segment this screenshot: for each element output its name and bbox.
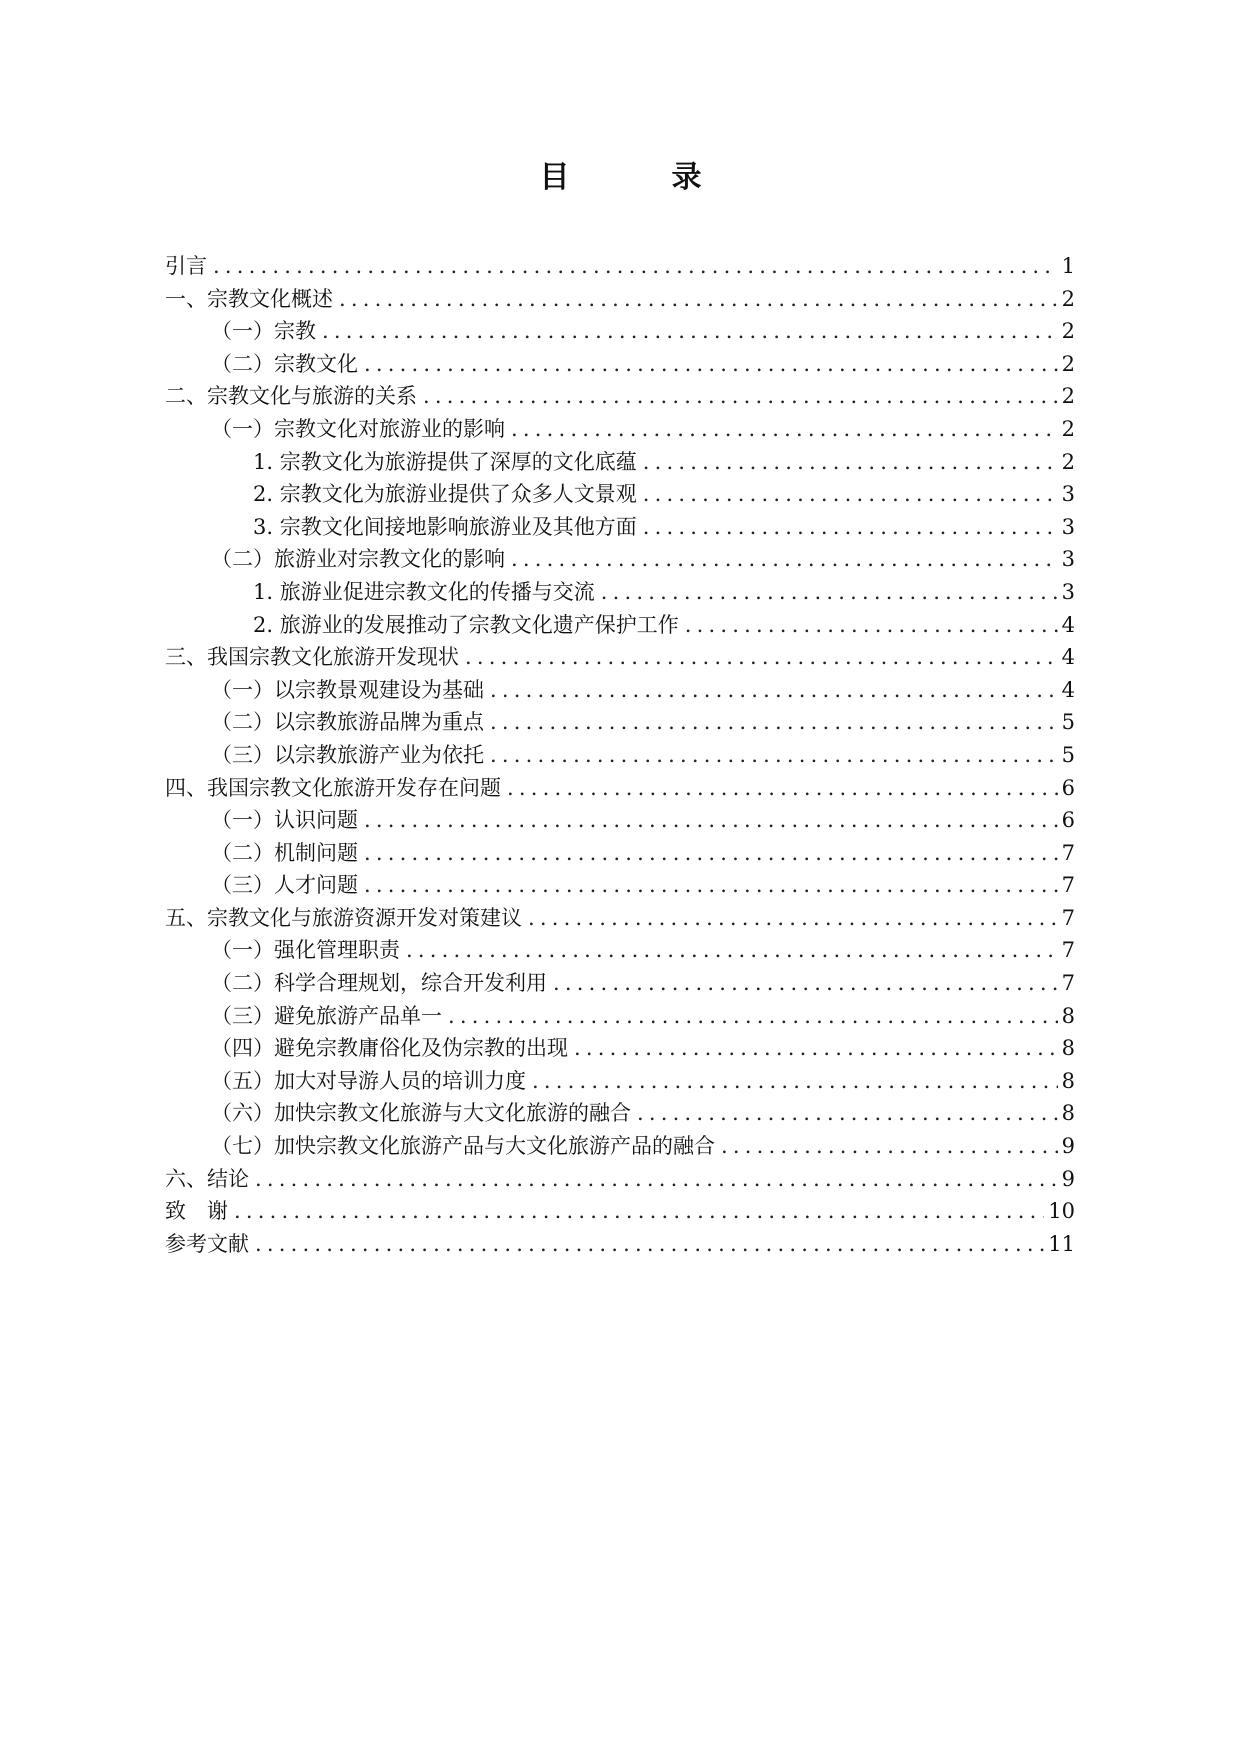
toc-entry[interactable] [165, 706, 1075, 739]
toc-leader-dots [322, 315, 1058, 348]
toc-entry[interactable] [165, 576, 1075, 609]
toc-entry-title: 1. 宗教文化为旅游提供了深厚的文化底蕴 [253, 449, 637, 474]
toc-entry[interactable] [165, 1228, 1075, 1261]
toc-entry-title: 二、宗教文化与旅游的关系 [165, 384, 417, 409]
toc-leader-dots [643, 446, 1058, 479]
toc-entry-title: （一）以宗教景观建设为基础 [211, 677, 484, 702]
toc-entry-title: （二）以宗教旅游品牌为重点 [211, 710, 484, 735]
toc-entry-title: 三、我国宗教文化旅游开发现状 [165, 645, 459, 670]
toc-entry[interactable] [165, 380, 1075, 413]
toc-entry[interactable] [165, 837, 1075, 870]
toc-leader-dots [364, 804, 1058, 837]
toc-entry[interactable] [165, 609, 1075, 642]
toc-entry-page-number: 8 [1061, 1068, 1075, 1093]
toc-entry[interactable] [165, 967, 1075, 1000]
toc-entry-page-number: 7 [1061, 938, 1075, 963]
page-title: 目 录 [539, 160, 738, 195]
toc-leader-dots [423, 380, 1058, 413]
toc-entry-title: 3. 宗教文化间接地影响旅游业及其他方面 [253, 514, 637, 539]
toc-entry-page-number: 3 [1061, 547, 1075, 572]
toc-entry-title: （三）避免旅游产品单一 [211, 1003, 442, 1028]
toc-entry[interactable] [165, 413, 1075, 446]
toc-entry-title: （二）科学合理规划，综合开发利用 [211, 971, 547, 996]
toc-leader-dots [364, 348, 1058, 381]
toc-entry-title: 一、宗教文化概述 [165, 286, 333, 311]
toc-entry[interactable] [165, 283, 1075, 316]
toc-leader-dots [532, 1065, 1058, 1098]
toc-entry-page-number: 3 [1061, 482, 1075, 507]
toc-leader-dots [553, 967, 1058, 1000]
toc-leader-dots [213, 250, 1058, 283]
toc-entry-page-number: 7 [1061, 905, 1075, 930]
toc-entry-page-number: 6 [1061, 808, 1075, 833]
toc-entry-page-number: 7 [1061, 971, 1075, 996]
toc-entry-page-number: 2 [1061, 351, 1075, 376]
toc-entry-title: 1. 旅游业促进宗教文化的传播与交流 [253, 579, 595, 604]
toc-entry-title: （一）宗教文化对旅游业的影响 [211, 416, 505, 441]
toc-entry-page-number: 7 [1061, 873, 1075, 898]
toc-entry-page-number: 2 [1061, 384, 1075, 409]
toc-entry[interactable] [165, 543, 1075, 576]
toc-leader-dots [574, 1032, 1058, 1065]
toc-entry-title: 引言 [165, 254, 207, 278]
toc-leader-dots [364, 837, 1058, 870]
toc-entry[interactable] [165, 348, 1075, 381]
toc-entry[interactable] [165, 869, 1075, 902]
toc-entry-page-number: 9 [1061, 1166, 1075, 1191]
toc-leader-dots [364, 869, 1058, 902]
toc-entry[interactable] [165, 674, 1075, 707]
toc-entry-page-number: 6 [1061, 775, 1075, 800]
toc-entry[interactable] [165, 902, 1075, 935]
toc-entry-page-number: 5 [1061, 742, 1075, 767]
toc-entry-title: （三）人才问题 [211, 873, 358, 898]
toc-entry-page-number: 9 [1061, 1134, 1075, 1159]
toc-entry-title: 2. 旅游业的发展推动了宗教文化遗产保护工作 [253, 612, 679, 637]
toc-entry-title: （六）加快宗教文化旅游与大文化旅游的融合 [211, 1101, 631, 1126]
toc-entry-page-number: 3 [1061, 579, 1075, 604]
toc-entry[interactable] [165, 1195, 1075, 1228]
toc-entry-page-number: 2 [1061, 319, 1075, 344]
toc-leader-dots [490, 706, 1058, 739]
toc-leader-dots [511, 543, 1058, 576]
toc-entry-title: （五）加大对导游人员的培训力度 [211, 1068, 526, 1093]
toc-entry-page-number: 4 [1061, 677, 1075, 702]
toc-leader-dots [721, 1130, 1058, 1163]
toc-entry[interactable] [165, 315, 1075, 348]
toc-entry[interactable] [165, 446, 1075, 479]
toc-entry-page-number: 8 [1061, 1101, 1075, 1126]
toc-leader-dots [234, 1195, 1044, 1228]
toc-leader-dots [465, 641, 1058, 674]
toc-entry-title: （二）宗教文化 [211, 351, 358, 376]
toc-leader-dots [406, 934, 1058, 967]
toc-leader-dots [255, 1228, 1044, 1261]
toc-entry[interactable] [165, 934, 1075, 967]
toc-entry[interactable] [165, 511, 1075, 544]
toc-entry-title: 致 谢 [165, 1199, 228, 1224]
toc-entry[interactable] [165, 1032, 1075, 1065]
toc-leader-dots [643, 478, 1058, 511]
toc-entry-page-number: 10 [1048, 1199, 1075, 1224]
toc-entry-page-number: 11 [1048, 1231, 1075, 1256]
toc-leader-dots [637, 1097, 1058, 1130]
toc-leader-dots [685, 609, 1058, 642]
toc-entry[interactable] [165, 739, 1075, 772]
toc-entry-page-number: 2 [1061, 416, 1075, 441]
toc-entry-title: （一）宗教 [211, 319, 316, 344]
toc-leader-dots [511, 413, 1058, 446]
toc-entry-page-number: 8 [1061, 1036, 1075, 1061]
toc-entry[interactable] [165, 772, 1075, 805]
toc-leader-dots [490, 674, 1058, 707]
toc-entry-title: 2. 宗教文化为旅游业提供了众多人文景观 [253, 482, 637, 507]
toc-entry[interactable] [165, 1130, 1075, 1163]
toc-entry-page-number: 5 [1061, 710, 1075, 735]
toc-leader-dots [643, 511, 1058, 544]
toc-entry-title: （一）认识问题 [211, 808, 358, 833]
toc-entry-title: （四）避免宗教庸俗化及伪宗教的出现 [211, 1036, 568, 1061]
toc-entry-title: （一）强化管理职责 [211, 938, 400, 963]
toc-leader-dots [339, 283, 1058, 316]
toc-leader-dots [448, 1000, 1058, 1033]
toc-entry-page-number: 7 [1061, 840, 1075, 865]
table-of-contents [165, 250, 1075, 1260]
toc-entry-title: 五、宗教文化与旅游资源开发对策建议 [165, 905, 522, 930]
toc-leader-dots [255, 1163, 1058, 1196]
toc-entry-page-number: 1 [1061, 254, 1075, 278]
toc-leader-dots [490, 739, 1058, 772]
toc-entry[interactable] [165, 250, 1075, 283]
toc-entry-page-number: 8 [1061, 1003, 1075, 1028]
toc-entry-title: （七）加快宗教文化旅游产品与大文化旅游产品的融合 [211, 1134, 715, 1159]
toc-entry-page-number: 4 [1061, 645, 1075, 670]
toc-entry[interactable] [165, 804, 1075, 837]
toc-entry[interactable] [165, 1000, 1075, 1033]
toc-entry-title: （二）机制问题 [211, 840, 358, 865]
toc-entry-page-number: 2 [1061, 449, 1075, 474]
toc-entry-title: （三）以宗教旅游产业为依托 [211, 742, 484, 767]
toc-entry-title: 参考文献 [165, 1231, 249, 1256]
toc-entry[interactable] [165, 641, 1075, 674]
toc-entry-title: 六、结论 [165, 1166, 249, 1191]
toc-leader-dots [601, 576, 1058, 609]
toc-leader-dots [507, 772, 1058, 805]
toc-entry[interactable] [165, 1163, 1075, 1196]
toc-entry[interactable] [165, 1097, 1075, 1130]
toc-entry[interactable] [165, 478, 1075, 511]
toc-entry-page-number: 3 [1061, 514, 1075, 539]
toc-leader-dots [528, 902, 1058, 935]
toc-entry-page-number: 4 [1061, 612, 1075, 637]
toc-entry-title: 四、我国宗教文化旅游开发存在问题 [165, 775, 501, 800]
toc-entry[interactable] [165, 1065, 1075, 1098]
toc-entry-page-number: 2 [1061, 286, 1075, 311]
toc-entry-title: （二）旅游业对宗教文化的影响 [211, 547, 505, 572]
